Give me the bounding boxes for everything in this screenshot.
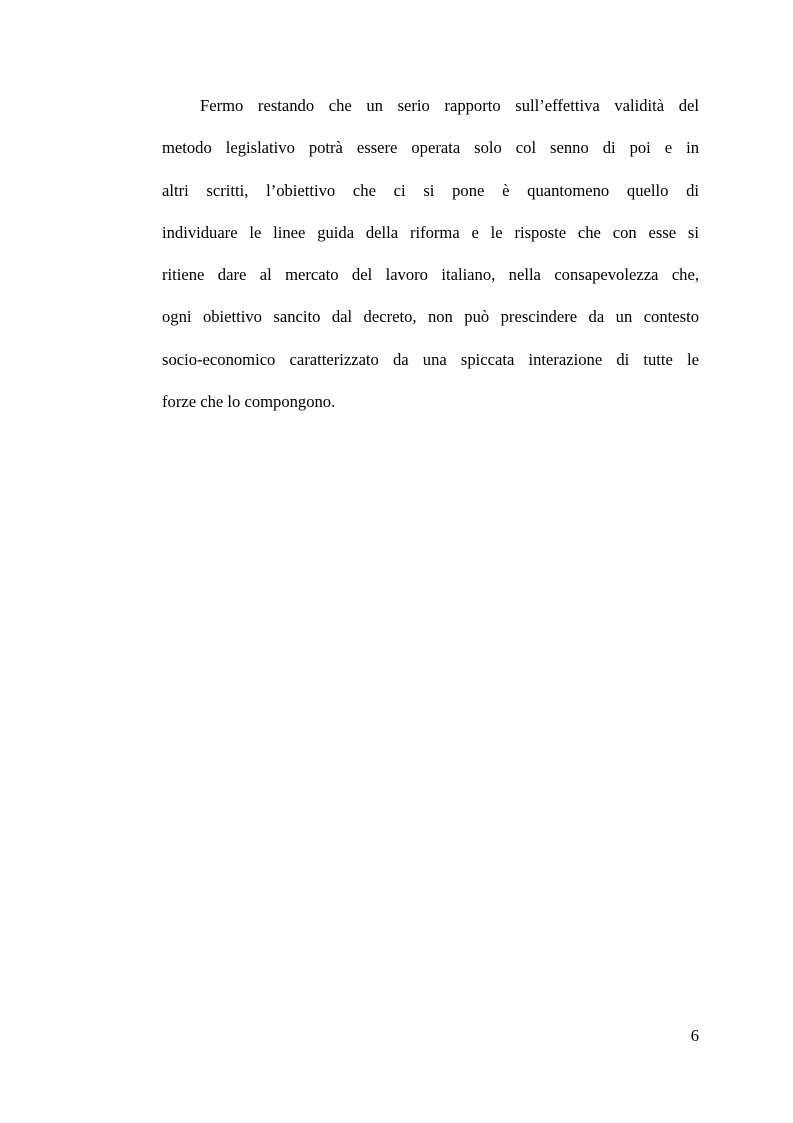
- paragraph-line: socio-economico caratterizzato da una spiccata interazione di tutte le: [162, 349, 699, 369]
- body-paragraph: [162, 89, 699, 427]
- paragraph-line: Fermo restando che un serio rapporto sull’effettiva validità del: [200, 96, 699, 115]
- paragraph-line: ritiene dare al mercato del lavoro italiano, nella consapevolezza che,: [162, 265, 699, 285]
- page-number: 6: [690, 1026, 699, 1045]
- paragraph-line: altri scritti, l’obiettivo che ci si pone è quantomeno quello di: [162, 180, 699, 200]
- paragraph-line: individuare le linee guida della riforma e le risposte che con esse si: [162, 222, 699, 242]
- paragraph-line: ogni obiettivo sancito dal decreto, non può prescindere da un contesto: [162, 307, 699, 327]
- paragraph-line: forze che lo compongono.: [162, 392, 336, 412]
- paragraph-line: metodo legislativo potrà essere operata solo col senno di poi e in: [162, 138, 699, 158]
